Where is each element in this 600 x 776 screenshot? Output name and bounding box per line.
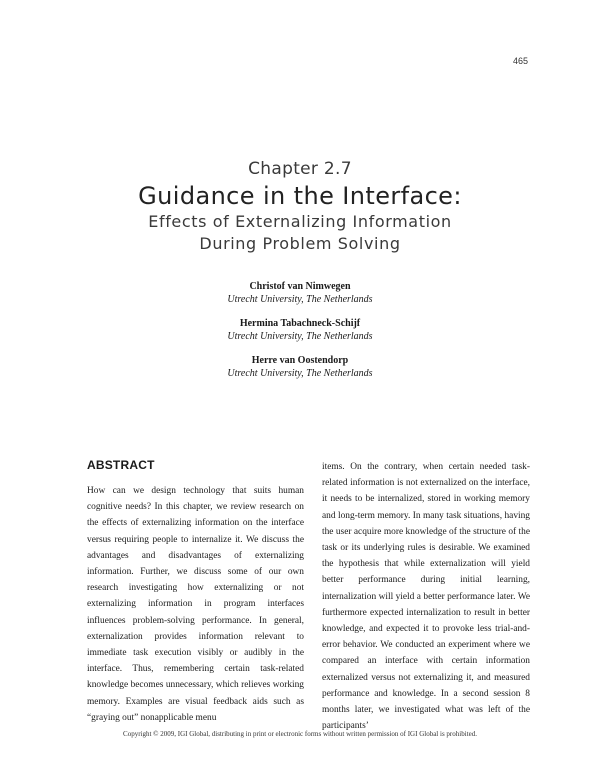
abstract-text-right-column: items. On the contrary, when certain needed task-related information is not externalized on the interface, it needs to be internalized, stored in working memory and long-term memory. In many task situations, having the user acquire more knowledge of the structure of the task or its underlying rules is desirable. We examined the hypothesis that while externalization will yield better performance during initial learning, internalization will yield a better performance later. We furthermore expected internalization to result in better knowledge, and expected it to provoke less trial-and-error behavior. We conducted an experiment where we compared an interface with certain information externalized versus not externalizing it, and measured performance and knowledge. In a second session 8 months later, we investigated what was left of the participants’ <box>322 462 530 732</box>
author-name: Christof van Nimwegen <box>249 281 351 292</box>
author-block <box>0 354 600 380</box>
copyright-notice: Copyright © 2009, IGI Global, distributing in print or electronic forms without written permission of IGI Global is prohibited. <box>123 730 477 738</box>
author-name: Herre van Oostendorp <box>251 355 349 366</box>
chapter-subtitle-line2: During Problem Solving <box>199 234 401 253</box>
author-list <box>0 280 600 391</box>
author-affiliation: Utrecht University, The Netherlands <box>227 368 373 379</box>
chapter-label: Chapter 2.7 <box>248 159 352 179</box>
author-block <box>0 280 600 306</box>
author-block <box>0 317 600 343</box>
author-affiliation: Utrecht University, The Netherlands <box>227 294 373 305</box>
page-number: 465 <box>512 56 528 66</box>
abstract-text-left-column: How can we design technology that suits human cognitive needs? In this chapter, we review research on the effects of externalizing information on the interface versus requiring people to internalize it. We discuss the advantages and disadvantages of externalizing information. Further, we discuss some of our own research investigating how externalizing or not externalizing information in program interfaces influences problem-solving performance. In general, externalization provides information relevant to immediate task execution visibly or audibly in the interface. Thus, remembering certain task-related knowledge becomes unnecessary, which relieves working memory. Examples are visual feedback aids such as “graying out” nonapplicable menu <box>87 486 304 723</box>
abstract-heading: ABSTRACT <box>87 458 155 472</box>
chapter-title: Guidance in the Interface: <box>138 182 462 210</box>
author-affiliation: Utrecht University, The Netherlands <box>227 331 373 342</box>
chapter-subtitle-line1: Effects of Externalizing Information <box>148 212 452 231</box>
author-name: Hermina Tabachneck-Schijf <box>239 318 361 329</box>
title-block <box>0 158 600 254</box>
